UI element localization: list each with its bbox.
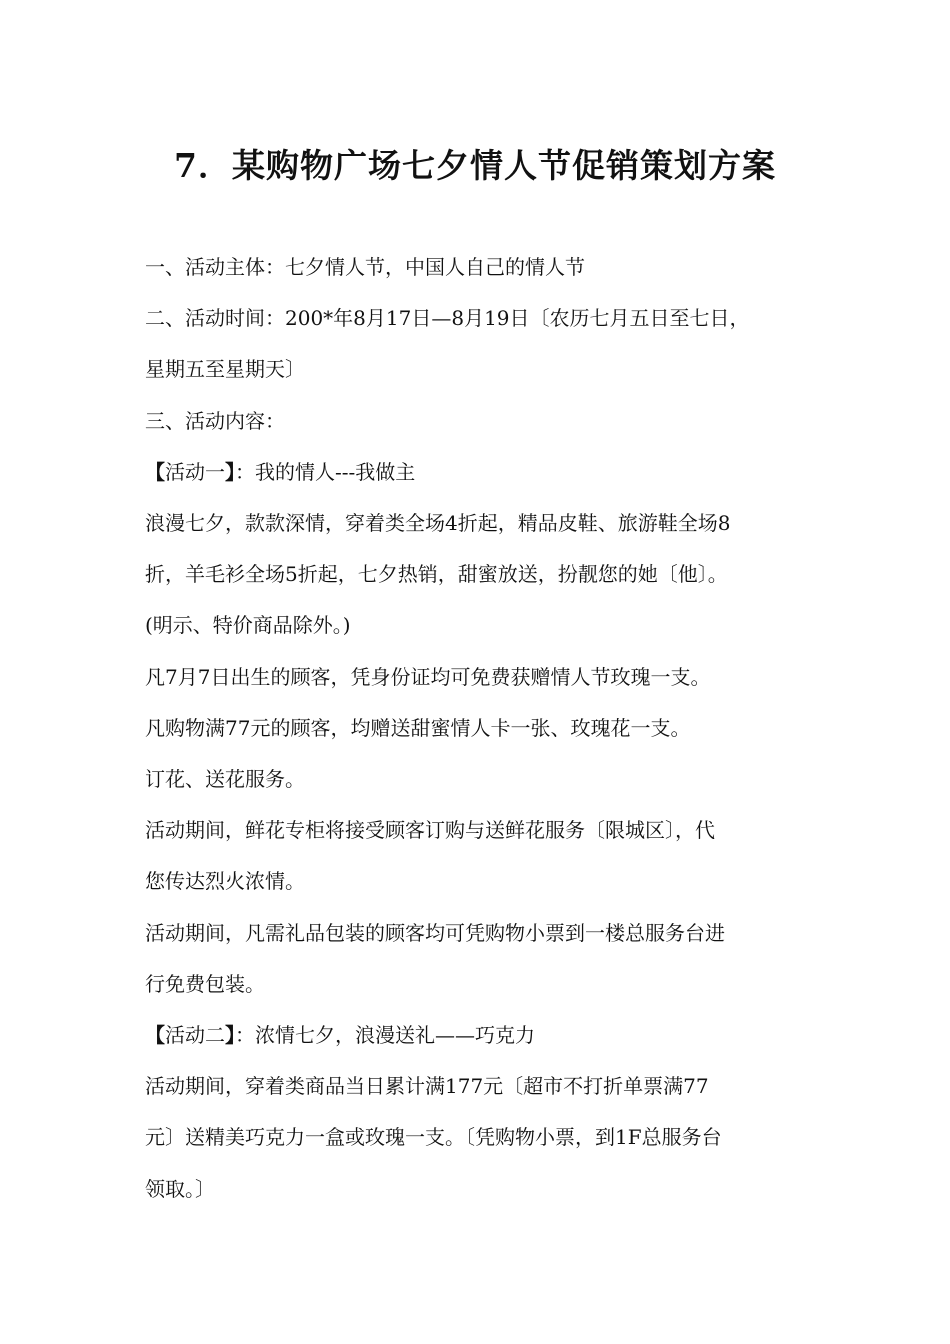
paragraph-line: 行免费包装。: [145, 971, 265, 996]
paragraph-line: 浪漫七夕，款款深情，穿着类全场4折起，精品皮鞋、旅游鞋全场8: [145, 511, 731, 536]
paragraph-line: (明示、特价商品除外。): [145, 613, 351, 638]
paragraph-line: 活动期间，穿着类商品当日累计满177元〔超市不打折单票满77: [145, 1074, 709, 1099]
bracket-close: 】: [225, 1023, 235, 1048]
activity-two-label: 活动二: [165, 1023, 225, 1048]
section-content-heading: 三、活动内容：: [145, 408, 285, 433]
section-time: 二、活动时间：200*年8月17日—8月19日〔农历七月五日至七日，: [145, 306, 750, 331]
activity-two-heading: [145, 1010, 825, 1061]
bracket-open: 【: [145, 1023, 165, 1048]
activity-one-label: 活动一: [165, 459, 225, 484]
paragraph-line: 您传达烈火浓情。: [145, 869, 305, 894]
paragraph-line: 领取。〕: [145, 1176, 215, 1201]
bracket-open: 【: [145, 459, 165, 484]
paragraph-line: 订花、送花服务。: [145, 767, 305, 792]
paragraph-line: 折，羊毛衫全场5折起，七夕热销，甜蜜放送，扮靓您的她〔他〕。: [145, 562, 728, 587]
document-body: [145, 242, 825, 1215]
document-title: 7．某购物广场七夕情人节促销策划方案: [174, 146, 776, 185]
bracket-close: 】: [225, 459, 235, 484]
activity-two-title: ：浓情七夕，浪漫送礼——巧克力: [235, 1023, 535, 1048]
paragraph-line: 活动期间，鲜花专柜将接受顾客订购与送鲜花服务〔限城区〕，代: [145, 818, 715, 843]
paragraph-line: 活动期间，凡需礼品包装的顾客均可凭购物小票到一楼总服务台进: [145, 920, 725, 945]
section-time-continued: 星期五至星期天〕: [145, 357, 305, 382]
paragraph-line: 凡购物满77元的顾客，均赠送甜蜜情人卡一张、玫瑰花一支。: [145, 715, 691, 740]
section-subject: 一、活动主体：七夕情人节，中国人自己的情人节: [145, 255, 585, 279]
paragraph-line: 凡7月7日出生的顾客，凭身份证均可免费获赠情人节玫瑰一支。: [145, 664, 711, 689]
activity-one-title: ：我的情人---我做主: [235, 459, 416, 484]
paragraph-line: 元〕送精美巧克力一盒或玫瑰一支。〔凭购物小票，到1F总服务台: [145, 1125, 722, 1150]
activity-one-heading: [145, 447, 825, 498]
